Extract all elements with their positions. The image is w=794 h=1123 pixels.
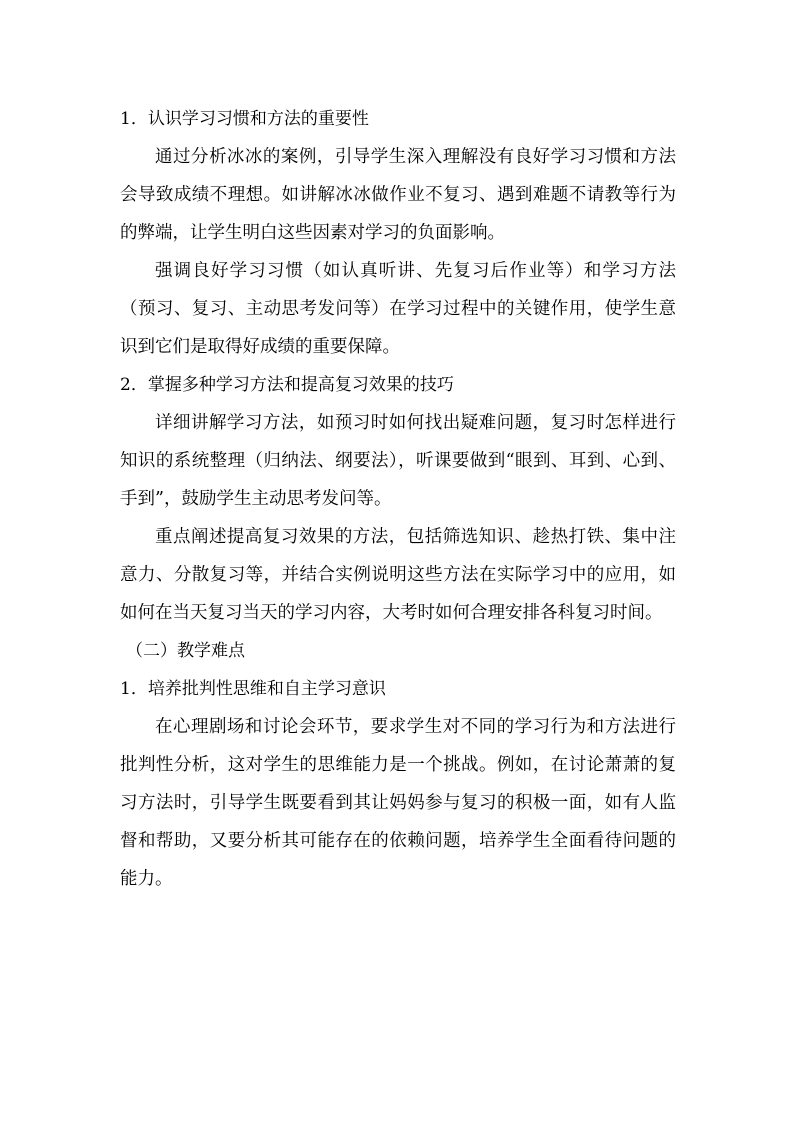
subsection-heading: （二）教学难点: [126, 641, 245, 661]
paragraph-4: 重点阐述提高复习效果的方法，包括筛选知识、趁热打铁、集中注意力、分散复习等，并结合实例说明这些方法在实际学习中的应用，如如何在当天复习当天的学习内容，大考时如何合理安排各科复习时间。: [120, 527, 676, 623]
section-heading-1: 1．认识学习习惯和方法的重要性: [120, 109, 369, 129]
section-heading-3: 1．培养批判性思维和自主学习意识: [120, 679, 386, 699]
section-heading-2: 2．掌握多种学习方法和提高复习效果的技巧: [120, 375, 454, 395]
paragraph-1: 通过分析冰冰的案例，引导学生深入理解没有良好学习习惯和方法会导致成绩不理想。如讲解冰冰做作业不复习、遇到难题不请教等行为的弊端，让学生明白这些因素对学习的负面影响。: [120, 147, 676, 243]
paragraph-5: 在心理剧场和讨论会环节，要求学生对不同的学习行为和方法进行批判性分析，这对学生的思维能力是一个挑战。例如，在讨论萧萧的复习方法时，引导学生既要看到其让妈妈参与复习的积极一面，如有人监督和帮助，又要分析其可能存在的依赖问题，培养学生全面看待问题的能力。: [120, 717, 676, 889]
paragraph-3: 详细讲解学习方法，如预习时如何找出疑难问题，复习时怎样进行知识的系统整理（归纳法、纲要法），听课要做到“眼到、耳到、心到、手到”，鼓励学生主动思考发问等。: [120, 413, 676, 509]
paragraph-2: 强调良好学习习惯（如认真听讲、先复习后作业等）和学习方法（预习、复习、主动思考发问等）在学习过程中的关键作用，使学生意识到它们是取得好成绩的重要保障。: [120, 261, 676, 357]
document-body: [120, 100, 676, 898]
